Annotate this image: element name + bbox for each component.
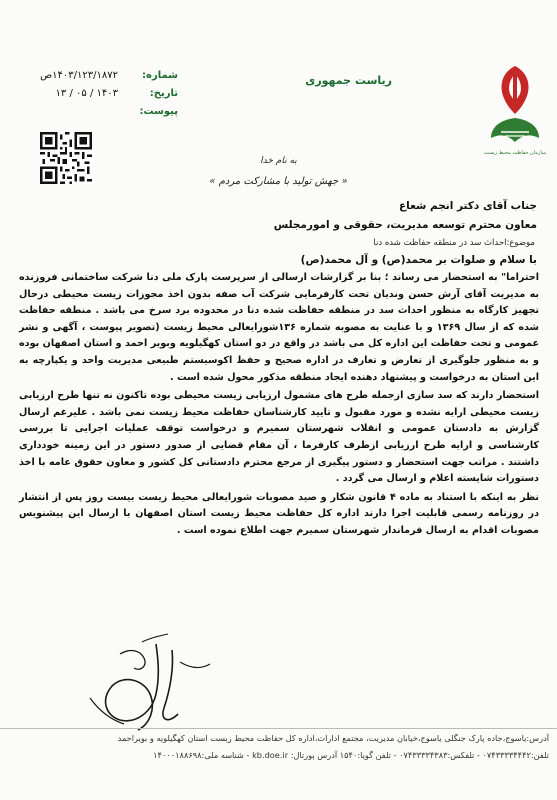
letter-greeting: با سلام و صلوات بر محمد(ص) و آل محمد(ص) (300, 254, 537, 266)
attachment-value (28, 106, 118, 124)
body-paragraph: نظر به اینکه با استناد به ماده ۴ قانون شکار و صید مصوبات شورایعالی محیط زیست بیست روز پس از انتشار در روزنامه رسمی قابلیت اجرا دارند اداره کل حفاظت محیط زیست استان اصفهان با ارسال این پیشنویس مصوبات اقدام به ارسال فرماندار شهرستان سمیرم جهت اطلاع نموده است . (19, 491, 539, 536)
bismillah-heading: به نام خدا (260, 156, 297, 166)
addressee-title: معاون محترم توسعه مدیریت، حقوقی و امورمجلس (273, 219, 537, 231)
number-value: ۱۴۰۳/۱۲۳/۱۸۷۲ص (40, 70, 118, 81)
attachment-label: پیوست: (139, 106, 178, 117)
year-slogan: « جهش تولید با مشارکت مردم » (209, 176, 348, 187)
presidency-title: ریاست جمهوری (305, 74, 392, 87)
letter-meta-values (28, 70, 118, 124)
letter-subject: موضوع:احداث سد در منطقه حفاظت شده دنا (373, 238, 535, 248)
addressee-name: جناب آقای دکتر انجم شعاع (398, 200, 537, 212)
body-paragraph: احتراما" به استحضار می رساند ؛ بنا بر گزارشات ارسالی از سرپرست پارک ملی دنا شرکت ساختمانی فروزنده به مدیریت آقای آرش حسن وندیان تحت کارفرمایی شرکت آب صفه بدون اخذ مجوزات زیست محیطی درحال تجهیز کارگاه به منظور احداث سد در منطقه حفاظت شده دنا در محدوده برد سرخ می باشد . منطقه حفاظت شده که از سال ۱۳۶۹ و با عنایت به مصوبه شماره ۱۳۶شورایعالی محیط زیست (تصویر پیوست ، آگهی و نشر عمومی و تحت حفاظت این اداره کل می باشد در واقع در دو استان کهگیلویه وبویر احمد و استان اصفهان بوده و به منظور جلوگیری از تعارض و تعارف در اداره صحیح و حفظ اکوسیستم طبیعی مدیریت واحد و یکپارچه به این استان به درخواست و پیشنهاد دهنده ایجاد منطقه مذکور محول شده است . (19, 272, 539, 383)
number-label: شماره: (142, 70, 178, 81)
footer-address: آدرس:یاسوج،جاده پارک جنگلی یاسوج،خیابان مدیریت، مجتمع ادارات،اداره کل حفاظت محیط زیست استان کهگیلویه و بویراحمد (117, 733, 549, 743)
letter-meta-labels (118, 70, 178, 124)
date-value: ۱۴۰۳ / ۰۵ / ۱۳ (55, 88, 118, 99)
body-paragraph: استحضار دارند که سد سازی ازجمله طرح های مشمول ارزیابی زیست محیطی بوده تاکنون نه تنها طرح ارزیابی زیست محیطی ارایه نشده و مورد مقبول و تایید کارشناسان حفاظت محیط زیست نمی باشد . علیرغم ارسال گزارش به دادستان عمومی و انقلاب شهرستان سمیرم و درخواست توقف عملیات اجرایی تا بررسی کارشناسی و ارایه طرح ارزیابی ازطرف کارفرما ، آن مقام قضایی از صدور دستور در این زمینه خودداری داشتند . مراتب جهت استحضار و دستور پیگیری از مرجع محترم دادستانی کل کشور و معاون حقوق عامه با اخذ دستورات شایسته اعلام و ارسال می گردد . (19, 390, 539, 485)
letter-body (19, 270, 539, 542)
date-label: تاریخ: (149, 88, 178, 99)
footer-divider (0, 728, 557, 729)
handwritten-signature (60, 628, 230, 736)
footer-contact: تلفن:۰۷۴۳۳۳۳۴۴۴۲ - تلفکس:۰۷۴۳۳۳۳۴۳۸۳ - تلفن گویا:۱۵۴۰ آدرس پورتال: kb.doe.ir - شناسه ملی:۱۴۰۰۰۱۸۸۶۹۸ (153, 750, 549, 760)
emblem-caption: سازمان حفاظت محیط زیست (483, 150, 547, 156)
doe-emblem-icon (481, 62, 549, 152)
